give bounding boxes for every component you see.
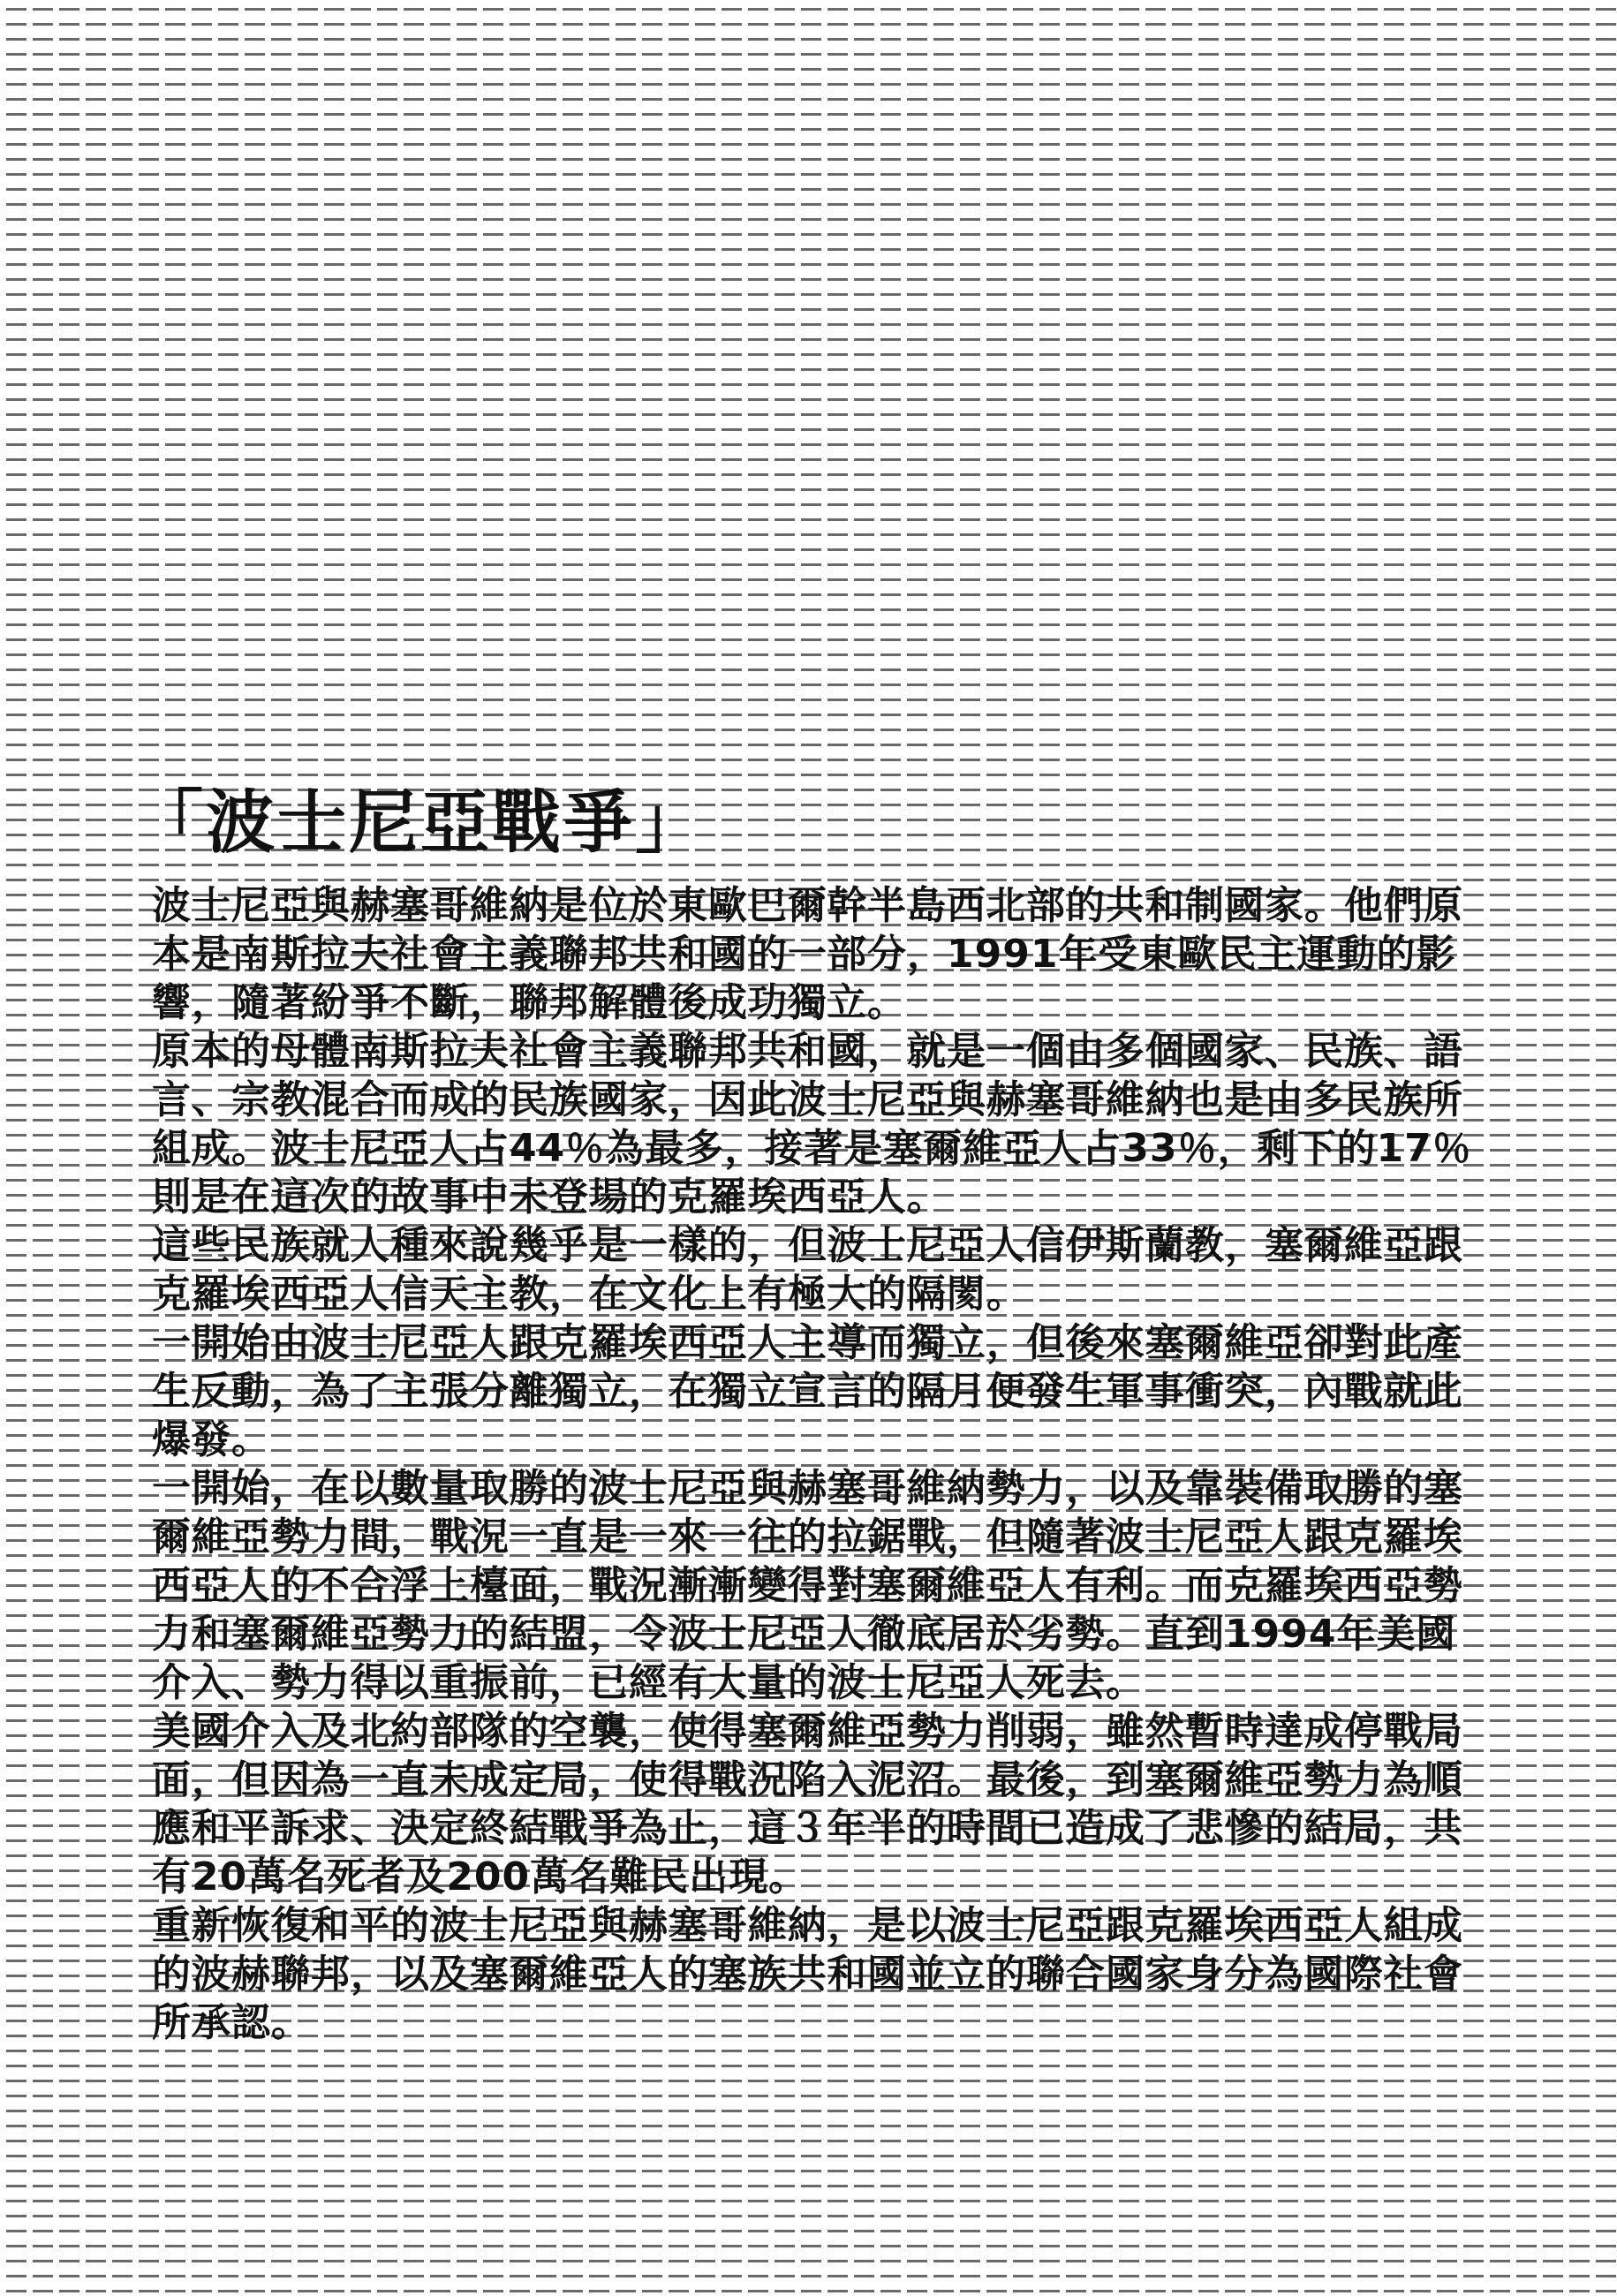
paragraph-1: 波士尼亞與赫塞哥維納是位於東歐巴爾幹半島西北部的共和制國家。他們原本是南斯拉夫社會主義聯邦共和國的一部分，1991年受東歐民主運動的影響，隨著紛爭不斷，聯邦解體後成功獨立。 xyxy=(152,882,1463,1025)
article-body xyxy=(152,881,1477,2047)
paragraph-2: 原本的母體南斯拉夫社會主義聯邦共和國，就是一個由多個國家、民族、語言、宗教混合而成的民族國家，因此波士尼亞與赫塞哥維納也是由多民族所組成。波士尼亞人占44％為最多，接著是塞爾維亞人占33％，剩下的17％則是在這次的故事中未登場的克羅埃西亞人。 xyxy=(152,1028,1472,1220)
paragraph-4: 一開始由波士尼亞人跟克羅埃西亞人主導而獨立，但後來塞爾維亞卻對此產生反動，為了主張分離獨立，在獨立宣言的隔月便發生軍事衝突，內戰就此爆發。 xyxy=(152,1319,1463,1462)
paragraph-5: 一開始，在以數量取勝的波士尼亞與赫塞哥維納勢力，以及靠裝備取勝的塞爾維亞勢力間，戰況一直是一來一往的拉鋸戰，但隨著波士尼亞人跟克羅埃西亞人的不合浮上檯面，戰況漸漸變得對塞爾維亞人有利。而克羅埃西亞勢力和塞爾維亞勢力的結盟，令波士尼亞人徹底居於劣勢。直到1994年美國介入、勢力得以重振前，已經有大量的波士尼亞人死去。 xyxy=(152,1465,1463,1705)
article-title: 「波士尼亞戰爭」 xyxy=(134,783,707,863)
article-block xyxy=(134,783,1477,2047)
paragraph-3: 這些民族就人種來說幾乎是一樣的，但波士尼亞人信伊斯蘭教，塞爾維亞跟克羅埃西亞人信天主教，在文化上有極大的隔閡。 xyxy=(152,1222,1463,1317)
paragraph-7: 重新恢復和平的波士尼亞與赫塞哥維納，是以波士尼亞跟克羅埃西亞人組成的波赫聯邦，以及塞爾維亞人的塞族共和國並立的聯合國家身分為國際社會所承認。 xyxy=(152,1902,1463,2045)
paragraph-6: 美國介入及北約部隊的空襲，使得塞爾維亞勢力削弱，雖然暫時達成停戰局面，但因為一直未成定局，使得戰況陷入泥沼。最後，到塞爾維亞勢力為順應和平訴求、決定終結戰爭為止，這３年半的時間已造成了悲慘的結局，共有20萬名死者及200萬名難民出現。 xyxy=(152,1708,1463,1899)
